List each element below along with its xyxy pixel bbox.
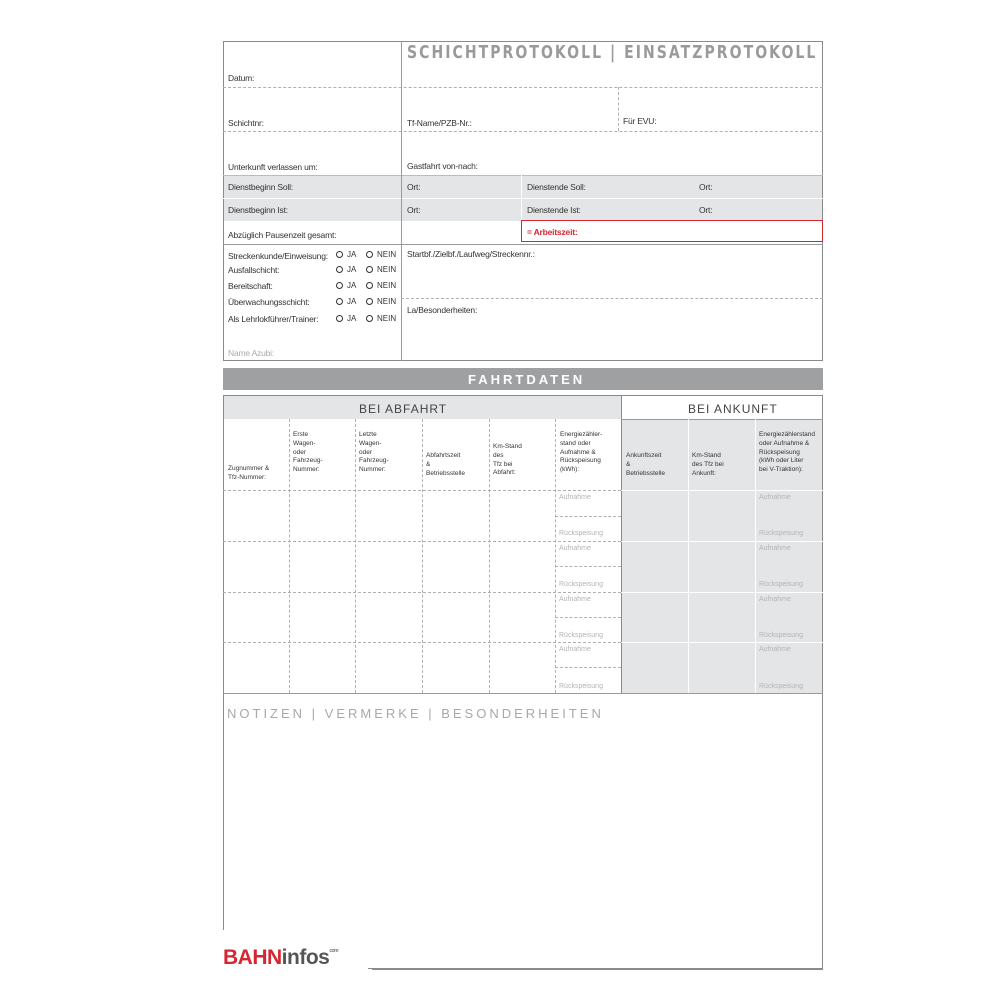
ort-label: Ort:: [407, 182, 421, 192]
dienst-soll-row: [224, 176, 822, 198]
hint-aufnahme: Aufnahme: [559, 646, 591, 653]
divider: [621, 490, 823, 491]
hint-rueckspeisung: Rückspeisung: [759, 581, 803, 588]
ort-label: Ort:: [699, 205, 713, 215]
radio-circle-icon: [336, 282, 343, 289]
divider: [223, 541, 621, 542]
radio-ja[interactable]: JA: [336, 281, 356, 290]
divider: [401, 41, 402, 131]
col-km-abfahrt: Km-Stand des Tfz bei Abfahrt:: [493, 443, 522, 477]
radio-circle-icon: [336, 266, 343, 273]
divider: [223, 490, 621, 491]
divider: [401, 131, 402, 175]
col-zugnummer: Zugnummer & Tfz-Nummer:: [228, 465, 270, 481]
ankunft-title: BEI ANKUNFT: [688, 402, 778, 416]
divider: [618, 87, 619, 131]
divider: [401, 298, 823, 299]
divider: [355, 419, 356, 693]
hint-rueckspeisung: Rückspeisung: [559, 632, 603, 639]
divider: [223, 592, 621, 593]
divider: [555, 516, 621, 517]
tf-name-label: Tf-Name/PZB-Nr.:: [407, 118, 472, 128]
divider: [555, 667, 621, 668]
datum-label: Datum:: [228, 73, 255, 83]
dienstende-soll-label: Dienstende Soll:: [527, 182, 586, 192]
schichtnr-label: Schichtnr:: [228, 118, 264, 128]
divider: [688, 419, 689, 693]
col-abfahrtszeit: Abfahrtszeit & Betriebsstelle: [426, 452, 466, 477]
col-km-ankunft: Km-Stand des Tfz bei Ankunft:: [692, 452, 724, 477]
col-erste-wagen: Erste Wagen- oder Fahrzeug- Nummer:: [293, 431, 323, 474]
divider: [223, 175, 823, 176]
col-letzte-wagen: Letzte Wagen- oder Fahrzeug- Nummer:: [359, 431, 389, 474]
divider: [555, 566, 621, 567]
dienstbeginn-ist-label: Dienstbeginn Ist:: [228, 205, 288, 215]
bahninfos-logo: BAHNinfos$^{com}$: [223, 946, 339, 969]
hint-aufnahme: Aufnahme: [759, 646, 791, 653]
radio-nein[interactable]: NEIN: [366, 281, 396, 290]
fuer-evu-label: Für EVU:: [623, 116, 657, 126]
check-label-lehrlokfuehrer: Als Lehrlokführer/Trainer:: [228, 314, 319, 324]
dienstbeginn-soll-label: Dienstbeginn Soll:: [228, 182, 293, 192]
dienst-ist-row: [224, 199, 822, 221]
check-label-ueberwachung: Überwachungsschicht:: [228, 297, 310, 307]
notes-title: NOTIZEN | VERMERKE | BESONDERHEITEN: [227, 706, 604, 721]
divider: [223, 693, 823, 694]
divider: [755, 419, 756, 693]
radio-circle-icon: [366, 315, 373, 322]
radio-ja[interactable]: JA: [336, 250, 356, 259]
hint-rueckspeisung: Rückspeisung: [759, 530, 803, 537]
hint-rueckspeisung: Rückspeisung: [559, 581, 603, 588]
radio-ja[interactable]: JA: [336, 297, 356, 306]
hint-aufnahme: Aufnahme: [559, 545, 591, 552]
dienstende-ist-label: Dienstende Ist:: [527, 205, 581, 215]
divider: [401, 175, 402, 245]
footer-line: [368, 968, 823, 969]
unterkunft-label: Unterkunft verlassen um:: [228, 162, 318, 172]
radio-circle-icon: [366, 298, 373, 305]
divider: [489, 419, 490, 693]
col-energie-ankunft: Energiezählerstand oder Aufnahme & Rückspeisung (kWh oder Liter bei V-Traktion):: [759, 431, 816, 474]
radio-circle-icon: [366, 266, 373, 273]
hint-rueckspeisung: Rückspeisung: [759, 632, 803, 639]
check-label-ausfallschicht: Ausfallschicht:: [228, 265, 280, 275]
divider: [621, 592, 823, 593]
divider: [223, 87, 823, 88]
page-title: SCHICHTPROTOKOLL | EINSATZPROTOKOLL: [407, 42, 818, 63]
divider: [555, 419, 556, 693]
radio-circle-icon: [366, 251, 373, 258]
hint-rueckspeisung: Rückspeisung: [559, 683, 603, 690]
arbeitszeit-label: = Arbeitszeit:: [527, 227, 578, 237]
check-label-streckenkunde: Streckenkunde/Einweisung:: [228, 251, 328, 261]
hint-rueckspeisung: Rückspeisung: [759, 683, 803, 690]
col-ankunftszeit: Ankunftszeit & Betriebsstelle: [626, 452, 666, 477]
radio-ja[interactable]: JA: [336, 265, 356, 274]
abfahrt-title: BEI ABFAHRT: [359, 402, 448, 416]
divider: [289, 419, 290, 693]
divider: [621, 541, 823, 542]
divider: [621, 642, 823, 643]
gastfahrt-label: Gastfahrt von-nach:: [407, 161, 478, 171]
divider: [223, 198, 823, 199]
col-energie-abfahrt: Energiezähler- stand oder Aufnahme & Rückspeisung (kWh):: [560, 431, 603, 474]
radio-circle-icon: [366, 282, 373, 289]
radio-nein[interactable]: NEIN: [366, 314, 396, 323]
ort-label: Ort:: [699, 182, 713, 192]
radio-nein[interactable]: NEIN: [366, 250, 396, 259]
hint-aufnahme: Aufnahme: [559, 596, 591, 603]
name-azubi-label: Name Azubi:: [228, 348, 274, 358]
divider: [223, 244, 823, 245]
hint-aufnahme: Aufnahme: [559, 494, 591, 501]
divider: [555, 617, 621, 618]
divider: [223, 642, 621, 643]
hint-rueckspeisung: Rückspeisung: [559, 530, 603, 537]
divider: [223, 131, 823, 132]
radio-nein[interactable]: NEIN: [366, 265, 396, 274]
pausenzeit-label: Abzüglich Pausenzeit gesamt:: [228, 230, 337, 240]
ort-label: Ort:: [407, 205, 421, 215]
divider: [422, 419, 423, 693]
radio-circle-icon: [336, 315, 343, 322]
check-label-bereitschaft: Bereitschaft:: [228, 281, 273, 291]
la-label: La/Besonderheiten:: [407, 305, 478, 315]
radio-ja[interactable]: JA: [336, 314, 356, 323]
hint-aufnahme: Aufnahme: [759, 545, 791, 552]
radio-nein[interactable]: NEIN: [366, 297, 396, 306]
hint-aufnahme: Aufnahme: [759, 494, 791, 501]
hint-aufnahme: Aufnahme: [759, 596, 791, 603]
startbf-label: Startbf./Zielbf./Laufweg/Streckennr.:: [407, 249, 535, 259]
divider: [401, 244, 402, 361]
radio-circle-icon: [336, 251, 343, 258]
radio-circle-icon: [336, 298, 343, 305]
fahrtdaten-title: FAHRTDATEN: [468, 372, 586, 387]
divider: [521, 175, 522, 221]
